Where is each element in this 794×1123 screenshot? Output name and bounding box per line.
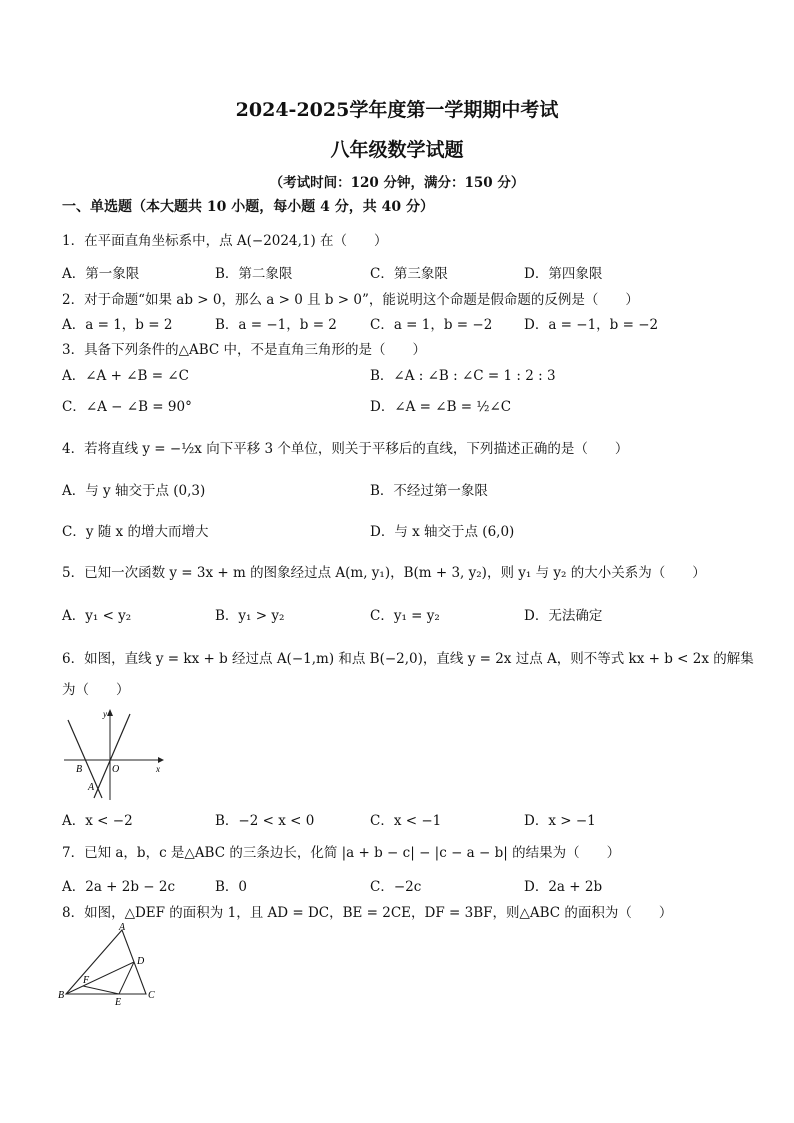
section-heading: 一、单选题（本大题共 10 小题，每小题 4 分，共 40 分）	[62, 199, 434, 215]
line-kx-b	[68, 720, 102, 798]
q1-option-c: C．第三象限	[370, 266, 448, 282]
q7-option-d: D．2a + 2b	[524, 879, 603, 895]
fig6-label-o: O	[112, 764, 120, 775]
q7-option-a: A．2a + 2b − 2c	[62, 879, 176, 895]
q1-option-d: D．第四象限	[524, 266, 603, 282]
q1-option-a: A．第一象限	[62, 266, 140, 282]
segment-fe	[83, 986, 119, 994]
q8-figure	[58, 922, 168, 1008]
segment-bd	[66, 962, 134, 994]
q7-option-c: C．−2c	[370, 879, 422, 895]
fig6-label-y: y	[103, 709, 107, 719]
q5-option-d: D．无法确定	[524, 608, 603, 624]
q7-option-b: B．0	[215, 879, 248, 895]
q3-option-c: C．∠A − ∠B = 90°	[62, 399, 192, 415]
q2-option-a: A．a = 1，b = 2	[62, 317, 173, 333]
q5-option-c: C．y₁ = y₂	[370, 608, 440, 624]
fig8-label-f: F	[83, 975, 90, 986]
question-1-stem: 1．在平面直角坐标系中，点 A(−2024,1) 在（ ）	[62, 233, 388, 249]
fig6-label-a: A	[88, 782, 95, 793]
fig8-label-d: D	[137, 956, 145, 967]
q3-option-a: A．∠A + ∠B = ∠C	[62, 368, 189, 384]
q3-option-b: B．∠A : ∠B : ∠C = 1 : 2 : 3	[370, 368, 556, 384]
exam-subtitle: 八年级数学试题	[330, 139, 464, 161]
fig8-label-e: E	[115, 997, 122, 1008]
q4-option-d: D．与 x 轴交于点 (6,0)	[370, 524, 515, 540]
question-6-stem-cont: 为（ ）	[62, 682, 130, 698]
q6-option-c: C．x < −1	[370, 813, 442, 829]
fig6-label-b: B	[76, 764, 83, 775]
q6-figure	[60, 706, 170, 802]
fig6-label-x: x	[156, 764, 160, 774]
question-8-stem: 8．如图，△DEF 的面积为 1，且 AD = DC，BE = 2CE，DF = 3BF，则△ABC 的面积为（ ）	[62, 905, 673, 921]
y-axis-arrow-icon	[107, 709, 113, 716]
q2-option-b: B．a = −1，b = 2	[215, 317, 337, 333]
q2-option-d: D．a = −1，b = −2	[524, 317, 659, 333]
exam-title: 2024-2025学年度第一学期期中考试	[235, 99, 559, 121]
exam-info: （考试时间：120 分钟，满分：150 分）	[269, 175, 525, 191]
q6-option-b: B．−2 < x < 0	[215, 813, 315, 829]
fig8-label-a: A	[119, 922, 126, 933]
question-4-stem: 4．若将直线 y = −½x 向下平移 3 个单位，则关于平移后的直线，下列描述正确的是（ ）	[62, 441, 629, 457]
q6-option-a: A．x < −2	[62, 813, 133, 829]
q4-option-b: B．不经过第一象限	[370, 483, 488, 499]
q5-option-b: B．y₁ > y₂	[215, 608, 285, 624]
question-5-stem: 5．已知一次函数 y = 3x + m 的图象经过点 A(m, y₁)，B(m + 3, y₂)，则 y₁ 与 y₂ 的大小关系为（ ）	[62, 565, 706, 581]
q4-option-a: A．与 y 轴交于点 (0,3)	[62, 483, 206, 499]
q5-option-a: A．y₁ < y₂	[62, 608, 132, 624]
question-7-stem: 7．已知 a，b，c 是△ABC 的三条边长，化简 |a + b − c| − |c − a − b| 的结果为（ ）	[62, 845, 621, 861]
q6-option-d: D．x > −1	[524, 813, 596, 829]
line-y-2x	[94, 714, 130, 798]
fig8-label-c: C	[148, 990, 155, 1001]
q4-option-c: C．y 随 x 的增大而增大	[62, 524, 209, 540]
q3-option-d: D．∠A = ∠B = ½∠C	[370, 399, 512, 415]
x-axis-arrow-icon	[158, 757, 164, 763]
q1-option-b: B．第二象限	[215, 266, 293, 282]
q2-option-c: C．a = 1，b = −2	[370, 317, 493, 333]
question-6-stem: 6．如图，直线 y = kx + b 经过点 A(−1,m) 和点 B(−2,0)，直线 y = 2x 过点 A，则不等式 kx + b < 2x 的解集	[62, 651, 754, 667]
question-2-stem: 2．对于命题“如果 ab > 0，那么 a > 0 且 b > 0”，能说明这个命题是假命题的反例是（ ）	[62, 292, 639, 308]
fig8-label-b: B	[58, 990, 65, 1001]
question-3-stem: 3．具备下列条件的△ABC 中，不是直角三角形的是（ ）	[62, 342, 427, 358]
segment-de	[119, 962, 134, 994]
